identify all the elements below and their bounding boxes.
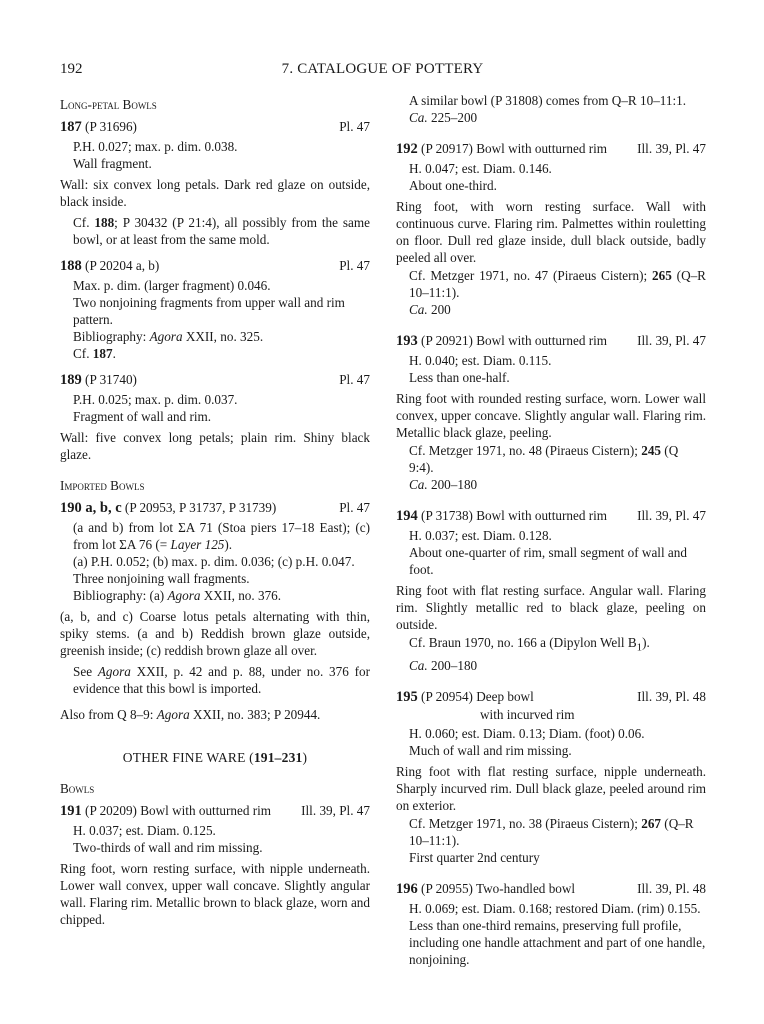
entry-title: Bowl with outturned rim (476, 333, 608, 348)
entry-number: 196 (396, 880, 418, 897)
preservation: Less than one-half. (409, 370, 510, 385)
entry-number: 189 (60, 372, 82, 388)
entry-heading (396, 332, 706, 350)
catalogue-entry-191 (60, 802, 370, 928)
preservation: Much of wall and rim missing. (409, 742, 572, 758)
inventory-number: (P 20953, P 31737, P 31739) (124, 500, 277, 515)
cross-reference: 187 (92, 346, 113, 361)
entry-heading (60, 802, 370, 820)
plate-reference: Ill. 39, Pl. 47 (637, 508, 706, 523)
description: Ring foot with rounded resting surface, worn. Lower wall convex, upper concave. Slightly angular wall. Flaring rim. Metallic black glaze, peeling. (396, 391, 706, 440)
preservation: About one-quarter of rim, small segment of wall and foot. (409, 545, 687, 577)
dimensions: P.H. 0.025; max. p. dim. 0.037. (73, 392, 238, 407)
entry-heading (60, 499, 370, 517)
entry-title: Bowl with outturned rim (476, 508, 608, 523)
inventory-number: (P 20209) (85, 803, 137, 818)
inventory-number: (P 31738) (421, 508, 473, 523)
preservation: About one-third. (409, 178, 497, 193)
dimensions: H. 0.060; est. Diam. 0.13; Diam. (foot) 0.06. (409, 725, 645, 741)
comparanda: Cf. 188; P 30432 (P 21:4), all possibly from the same bowl, or at least from the same mold. (73, 215, 370, 247)
comparanda: Cf. Metzger 1971, no. 38 (Piraeus Cistern); 267 (Q–R 10–11:1). (409, 815, 694, 848)
plate-reference: Ill. 39, Pl. 48 (637, 880, 706, 896)
preservation: Less than one-third remains, preserving full profile, including one handle attachment and part of one handle, nonjoining. (409, 917, 706, 967)
dimensions: (a) P.H. 0.052; (b) max. p. dim. 0.036; (c) p.H. 0.047. (73, 554, 355, 569)
date: Ca. 200 (409, 302, 451, 317)
entry-heading (60, 371, 370, 389)
description: Ring foot, with worn resting surface. Wall with continuous curve. Flaring rim. Palmettes within rouletting on floor. Dull red glaze inside, dull black outside, badly peeled all over. (396, 199, 706, 265)
find-context: (a and b) from lot ΣA 71 (Stoa piers 17–18 East); (c) from lot ΣA 76 (= Layer 125). (73, 520, 370, 552)
entry-number: 190 a, b, c (60, 500, 122, 516)
preservation: Fragment of wall and rim. (73, 409, 212, 424)
plate-reference: Ill. 39, Pl. 48 (637, 688, 706, 704)
dimensions: P.H. 0.027; max. p. dim. 0.038. (73, 139, 238, 154)
section-heading-long-petal: Long-petal Bowls (60, 97, 157, 112)
section-heading-bowls: Bowls (60, 781, 95, 796)
description: Ring foot, worn resting surface, with nipple underneath. Lower wall convex, upper wall concave. Slightly angular wall. Flaring rim. Metallic brown to black glaze, worn and chipped. (60, 861, 370, 927)
catalogue-entry-187 (60, 118, 370, 248)
see-note: See Agora XXII, p. 42 and p. 88, under no. 376 for evidence that this bowl is imported. (73, 664, 370, 696)
entry-number: 192 (396, 141, 418, 157)
description: Wall: six convex long petals. Dark red glaze on outside, black inside. (60, 177, 370, 209)
dimensions: H. 0.037; est. Diam. 0.128. (409, 528, 552, 543)
catalogue-entry-196 (396, 880, 706, 968)
preservation: Three nonjoining wall fragments. (73, 571, 250, 586)
section-heading-imported: Imported Bowls (60, 478, 145, 493)
right-column (396, 92, 706, 977)
catalogue-entry-189 (60, 371, 370, 463)
entry-number: 195 (396, 688, 418, 705)
entry-heading (60, 257, 370, 275)
comparanda: Cf. Metzger 1971, no. 48 (Piraeus Cistern); 245 (Q 9:4). (409, 443, 679, 475)
date: First quarter 2nd century (409, 849, 540, 865)
page-header (60, 61, 705, 81)
dimensions: H. 0.040; est. Diam. 0.115. (409, 353, 552, 368)
plate-reference: Pl. 47 (339, 500, 370, 515)
inventory-number: (P 20204 a, b) (85, 258, 160, 273)
entry-heading (396, 880, 706, 898)
entry-title: Two-handled bowl (476, 880, 576, 896)
description: Wall: five convex long petals; plain rim. Shiny black glaze. (60, 430, 370, 462)
description: Ring foot with flat resting surface, nipple underneath. Sharply incurved rim. Dull black glaze, peeled around rim on exterior. (396, 763, 706, 813)
entry-heading (396, 688, 706, 723)
date: Ca. 225–200 (409, 110, 478, 125)
preservation: Two-thirds of wall and rim missing. (73, 840, 263, 855)
inventory-number: (P 31740) (85, 372, 137, 387)
catalogue-entry-188 (60, 257, 370, 362)
entry-heading (396, 140, 706, 158)
catalogue-entry-191-continued (396, 92, 706, 126)
plate-reference: Ill. 39, Pl. 47 (301, 803, 370, 818)
cross-reference: 245 (641, 443, 661, 458)
cross-reference: 188 (94, 215, 115, 230)
description: (a, b, and c) Coarse lotus petals alternating with thin, spiky stems. (a and b) Reddish brown glaze outside, greenish inside; (c) reddish brown glaze all over. (60, 609, 370, 658)
plate-reference: Ill. 39, Pl. 47 (637, 333, 706, 348)
entry-number: 191 (60, 803, 82, 819)
cross-reference: 265 (652, 268, 672, 283)
entry-title: Bowl with outturned rim (140, 803, 272, 818)
dimensions: H. 0.037; est. Diam. 0.125. (73, 823, 216, 838)
inventory-number: (P 20954) (421, 688, 473, 704)
entry-title-continued: with incurved rim (480, 706, 575, 722)
entry-title: Bowl with outturned rim (476, 141, 608, 156)
entry-number: 193 (396, 333, 418, 349)
preservation: Wall fragment. (73, 156, 152, 171)
entry-number: 194 (396, 508, 418, 524)
catalogue-entry-190 (60, 499, 370, 697)
also-from-note: Also from Q 8–9: Agora XXII, no. 383; P 20944. (60, 707, 321, 722)
comparanda: Cf. 187. (73, 346, 116, 361)
plate-reference: Ill. 39, Pl. 47 (637, 141, 706, 156)
major-heading-other-fine-ware: OTHER FINE WARE (191–231) (122, 750, 308, 765)
comparanda: Cf. Braun 1970, no. 166 a (Dipylon Well $B_1$). (409, 635, 650, 654)
dimensions: Max. p. dim. (larger fragment) 0.046. (73, 278, 271, 293)
similar-note: A similar bowl (P 31808) comes from Q–R 10–11:1. (409, 93, 687, 108)
catalogue-entry-192 (396, 140, 706, 318)
bibliography: Bibliography: Agora XXII, no. 325. (73, 329, 264, 344)
plate-reference: Pl. 47 (339, 258, 370, 273)
preservation: Two nonjoining fragments from upper wall and rim pattern. (73, 295, 345, 327)
entry-heading (60, 118, 370, 136)
inventory-number: (P 31696) (85, 119, 137, 134)
entry-title: Deep bowl (476, 688, 534, 704)
entry-number: 187 (60, 119, 82, 135)
cross-reference: 267 (641, 815, 661, 831)
page-number: 192 (60, 61, 83, 77)
bibliography: Bibliography: (a) Agora XXII, no. 376. (73, 588, 282, 603)
inventory-number: (P 20921) (421, 333, 473, 348)
description: Ring foot with flat resting surface. Angular wall. Flaring rim. Slightly metallic red to black glaze, peeling on outside. (396, 583, 706, 632)
dimensions: H. 0.069; est. Diam. 0.168; restored Diam. (rim) 0.155. (409, 900, 701, 916)
dimensions: H. 0.047; est. Diam. 0.146. (409, 161, 552, 176)
catalogue-entry-194 (396, 507, 706, 674)
comparanda: Cf. Metzger 1971, no. 47 (Piraeus Cistern); 265 (Q–R 10–11:1). (409, 268, 706, 300)
date: Ca. 200–180 (409, 657, 478, 673)
inventory-number: (P 20917) (421, 141, 473, 156)
catalogue-entry-195 (396, 688, 706, 866)
plate-reference: Pl. 47 (339, 372, 370, 387)
entry-heading (396, 507, 706, 525)
catalogue-entry-193 (396, 332, 706, 493)
date: Ca. 200–180 (409, 477, 478, 492)
inventory-number: (P 20955) (421, 880, 473, 896)
entry-number: 188 (60, 258, 82, 274)
running-head: 7. CATALOGUE OF POTTERY (281, 61, 484, 77)
plate-reference: Pl. 47 (339, 119, 370, 134)
left-column (60, 96, 370, 937)
